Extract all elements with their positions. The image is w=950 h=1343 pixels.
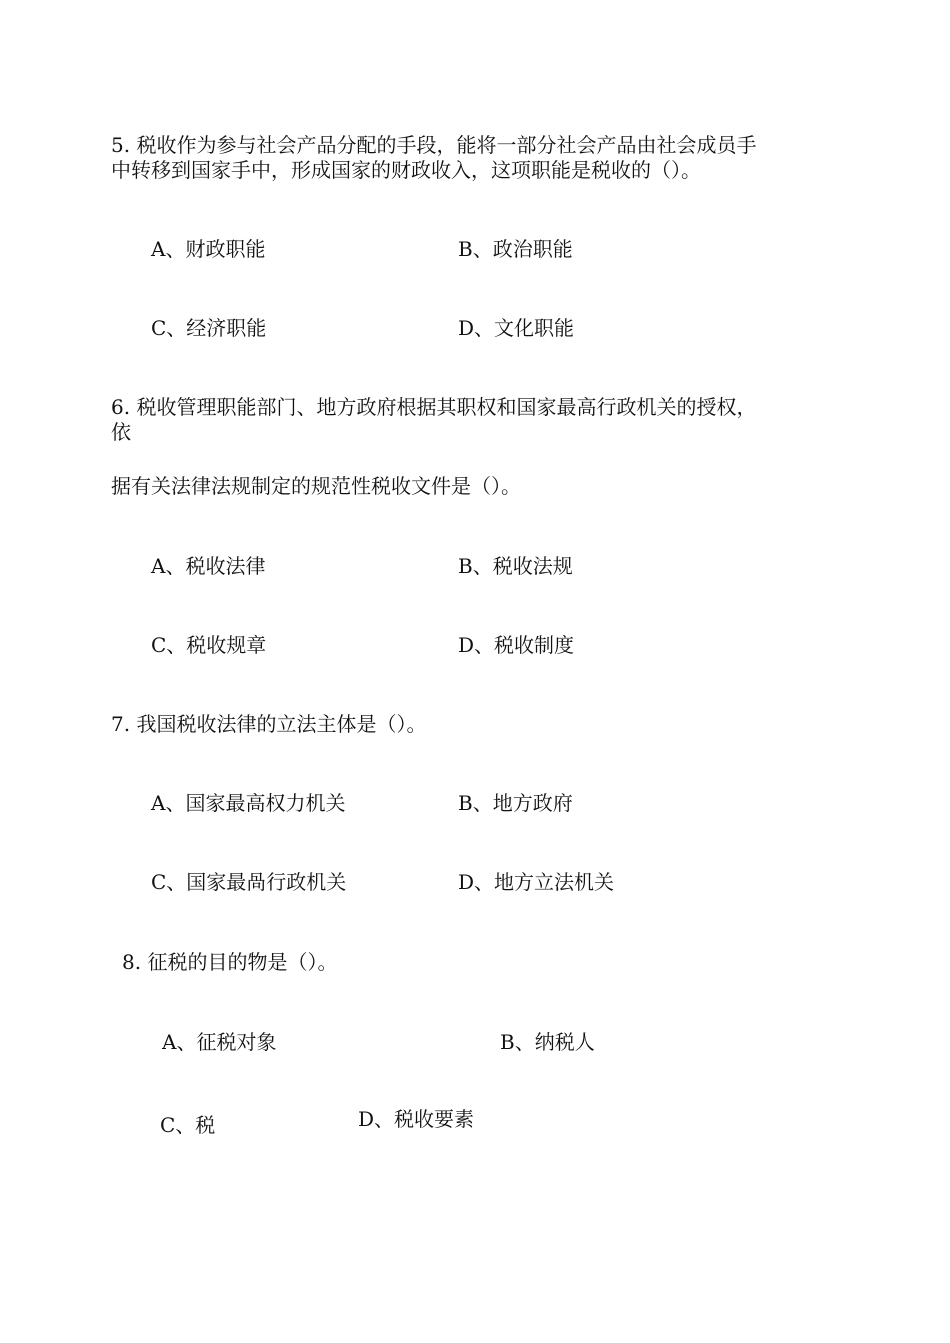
question-6-stem-line-2: 依 — [111, 420, 131, 444]
question-6-option-a: A、税收法律 — [151, 554, 266, 578]
question-8-option-c: C、税 — [160, 1113, 216, 1137]
question-5-option-b: B、政治职能 — [458, 237, 573, 261]
question-6-stem-line-1: 6. 税收管理职能部门、地方政府根据其职权和国家最高行政机关的授权， — [111, 395, 757, 419]
question-8-option-b: B、纳税人 — [500, 1030, 595, 1054]
question-7-option-b: B、地方政府 — [458, 791, 573, 815]
question-8-stem-line-1: 8. 征税的目的物是（）。 — [122, 950, 338, 974]
question-5-stem-line-1: 5. 税收作为参与社会产品分配的手段，能将一部分社会产品由社会成员手 — [111, 133, 757, 157]
question-7-option-a: A、国家最高权力机关 — [151, 791, 346, 815]
question-8-option-d: D、税收要素 — [358, 1107, 475, 1131]
question-7-stem-line-1: 7. 我国税收法律的立法主体是（）。 — [111, 712, 427, 736]
question-5-stem-line-2: 中转移到国家手中，形成国家的财政收入，这项职能是税收的（）。 — [111, 158, 701, 182]
question-6-stem-line-3: 据有关法律法规制定的规范性税收文件是（）。 — [111, 474, 521, 498]
question-5-option-d: D、文化职能 — [458, 316, 575, 340]
question-5-option-c: C、经济职能 — [151, 316, 267, 340]
question-6-option-b: B、税收法规 — [458, 554, 573, 578]
question-7-option-d: D、地方立法机关 — [458, 870, 615, 894]
question-8-option-a: A、征税对象 — [162, 1030, 277, 1054]
question-6-option-d: D、税收制度 — [458, 633, 575, 657]
question-6-option-c: C、税收规章 — [151, 633, 267, 657]
question-7-option-c: C、国家最咼行政机关 — [151, 870, 347, 894]
question-5-option-a: A、财政职能 — [151, 237, 266, 261]
